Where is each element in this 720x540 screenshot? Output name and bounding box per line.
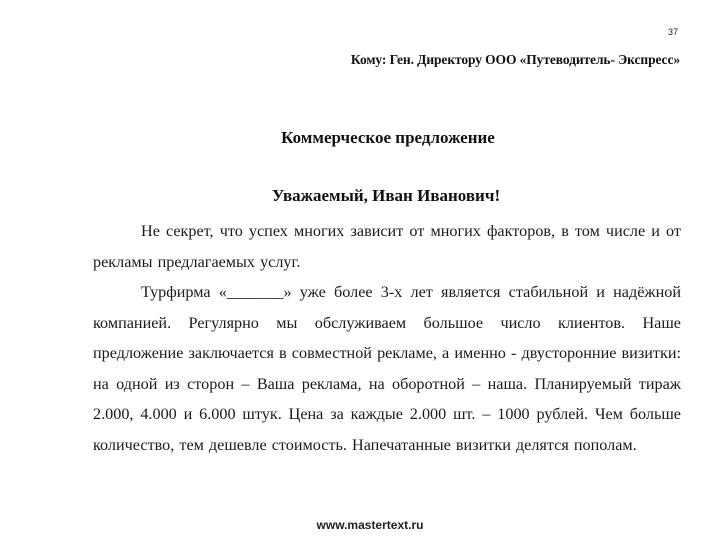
greeting: Уважаемый, Иван Иванович!	[271, 186, 501, 205]
footer-watermark: www.mastertext.ru	[316, 518, 424, 532]
page-number: 37	[667, 27, 678, 37]
body-paragraph-2-container	[93, 277, 681, 460]
addressee-line: Кому: Ген. Директору ООО «Путеводитель- Экспресс»	[350, 52, 680, 67]
body-paragraph-1-container	[93, 216, 681, 277]
body-paragraph: Турфирма «_______» уже более 3-х лет является стабильной и надёжной компанией. Регулярно мы обслуживаем большое число клиентов. Наше предложение заключается в совместной рекламе, а именно - двусторонние визитки: на одной из сторон – Ваша реклама, на оборотной – наша. Планируемый тираж 2.000, 4.000 и 6.000 штук. Цена за каждые 2.000 шт. – 1000 рублей. Чем больше количество, тем дешевле стоимость. Напечатанные визитки делятся пополам.	[93, 283, 681, 454]
document-title: Коммерческое предложение	[281, 128, 495, 147]
body-paragraph: Не секрет, что успех многих зависит от многих факторов, в том числе и от рекламы предлагаемых услуг.	[93, 222, 681, 271]
